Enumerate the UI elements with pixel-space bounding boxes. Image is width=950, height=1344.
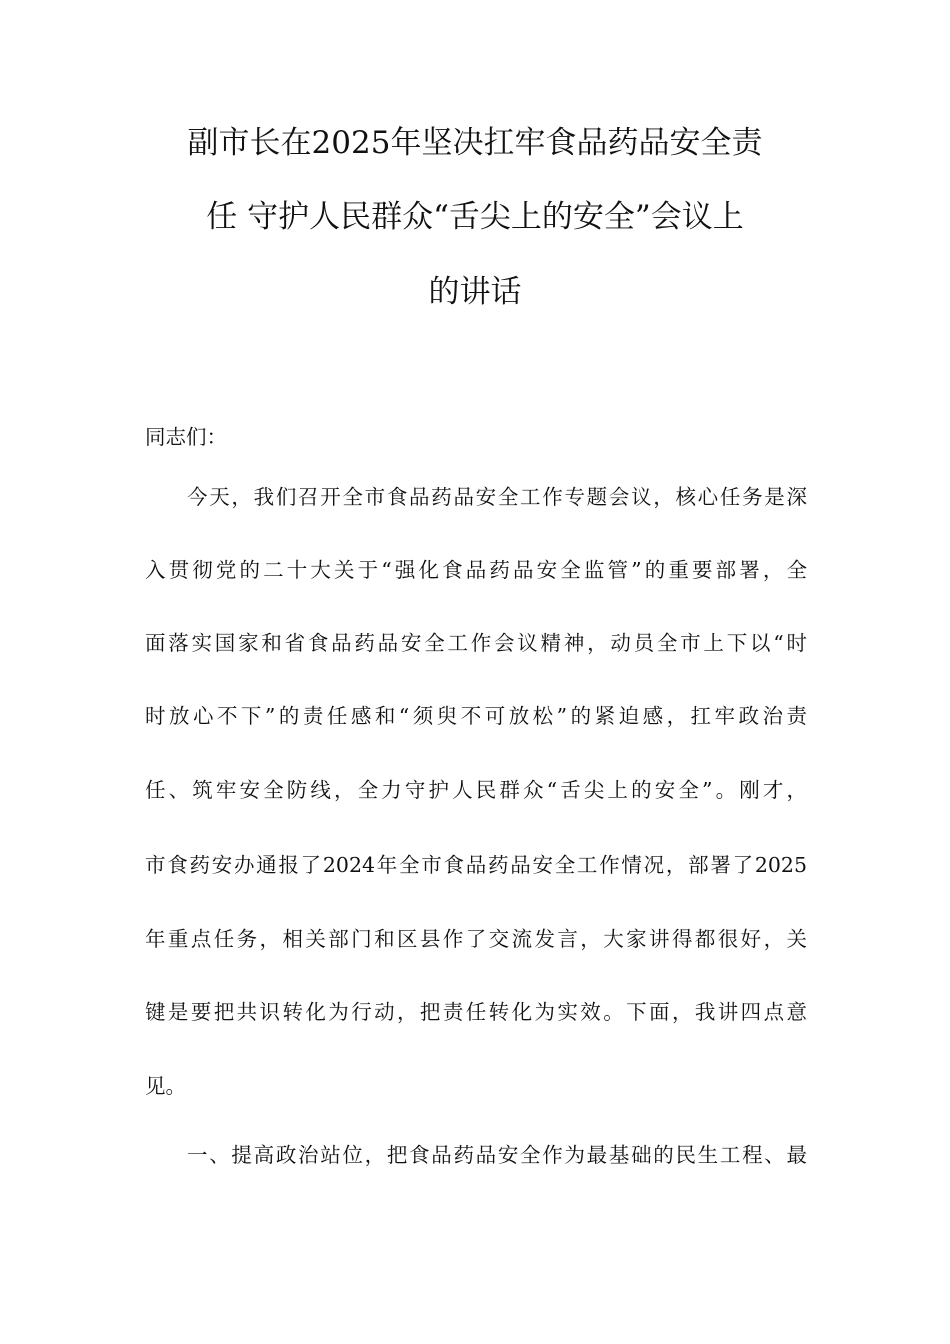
paragraph-line: 见。 (145, 1074, 186, 1098)
document-title-line-1: 副市长在2025年坚决扛牢食品药品安全责 (187, 125, 763, 161)
paragraph-line: 键是要把共识转化为行动，把责任转化为实效。下面，我讲四点意 (145, 1000, 807, 1024)
paragraph-line: 市食药安办通报了2024年全市食品药品安全工作情况，部署了2025 (145, 853, 807, 877)
paragraph-line: 面落实国家和省食品药品安全工作会议精神，动员全市上下以“时 (145, 631, 807, 655)
paragraph-line: 今天，我们召开全市食品药品安全工作专题会议，核心任务是深 (187, 485, 807, 509)
paragraph-line: 任、筑牢安全防线，全力守护人民群众“舌尖上的安全”。刚才， (145, 778, 807, 802)
paragraph-line: 时放心不下”的责任感和“须臾不可放松”的紧迫感，扛牢政治责 (145, 704, 807, 728)
document-title-line-3: 的讲话 (428, 274, 522, 310)
paragraph-line: 年重点任务，相关部门和区县作了交流发言，大家讲得都很好，关 (145, 927, 807, 951)
salutation: 同志们： (145, 425, 227, 449)
paragraph-line: 入贯彻党的二十大关于“强化食品药品安全监管”的重要部署，全 (145, 558, 807, 582)
document-title-line-2: 任 守护人民群众“舌尖上的安全”会议上 (206, 199, 744, 235)
section-heading-1: 一、提高政治站位，把食品药品安全作为最基础的民生工程、最 (187, 1143, 807, 1167)
